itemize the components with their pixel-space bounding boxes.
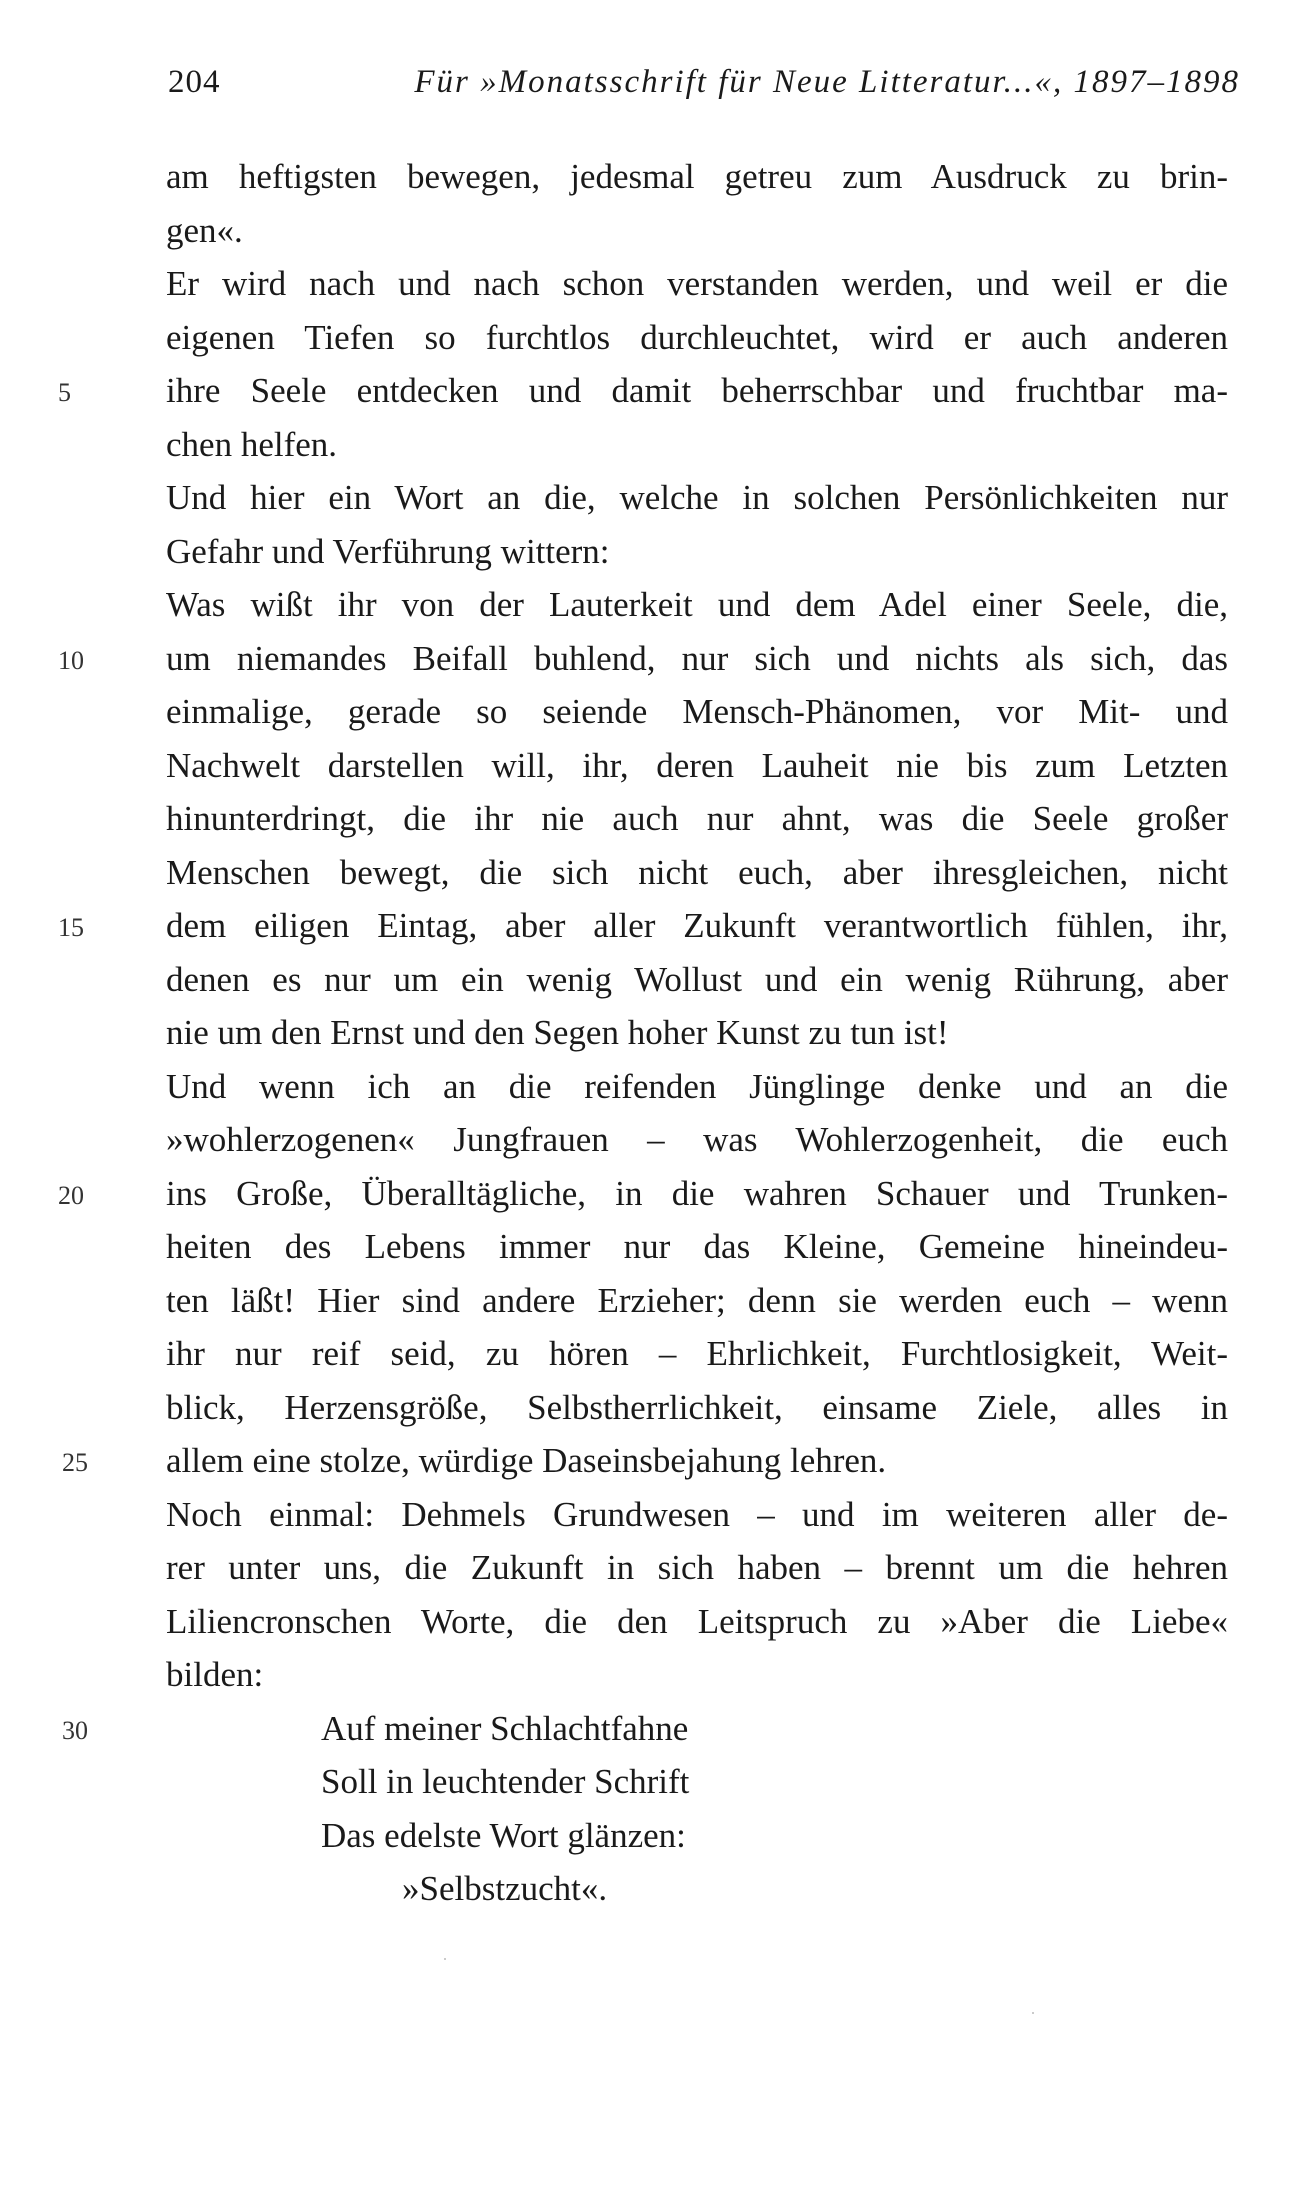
line-text: ihre Seele entdecken und damit beherrschbar und fruchtbar ma- — [166, 371, 1228, 410]
line-text: ihr nur reif seid, zu hören – Ehrlichkeit, Furchtlosigkeit, Weit- — [166, 1334, 1228, 1373]
text-line — [166, 1648, 1228, 1702]
text-line — [166, 1327, 1228, 1381]
line-text: rer unter uns, die Zukunft in sich haben – brennt um die hehren — [166, 1548, 1228, 1587]
text-line — [166, 792, 1228, 846]
verse-line — [166, 1809, 1228, 1863]
text-line — [166, 739, 1228, 793]
line-text: eigenen Tiefen so furchtlos durchleuchtet, wird er auch anderen — [166, 317, 1228, 357]
line-text: Er wird nach und nach schon verstanden werden, und weil er die — [166, 264, 1228, 303]
text-line — [166, 525, 1228, 579]
line-text: hinunterdringt, die ihr nie auch nur ahnt, was die Seele großer — [166, 799, 1228, 838]
line-number: 5 — [58, 378, 71, 407]
line-text: ten läßt! Hier sind andere Erzieher; denn sie werden euch – wenn — [166, 1280, 1228, 1320]
text-line — [166, 257, 1228, 311]
line-text: um niemandes Beifall buhlend, nur sich und nichts als sich, das — [166, 638, 1228, 678]
line-text: gen«. — [166, 210, 243, 250]
line-text: chen helfen. — [166, 424, 338, 464]
verse-line — [166, 1755, 1228, 1809]
line-number: 30 — [62, 1715, 88, 1745]
text-line — [166, 685, 1228, 739]
page-header — [160, 64, 1240, 112]
text-line — [166, 204, 1228, 258]
line-text: Gefahr und Verführung wittern: — [166, 531, 610, 571]
body-text — [58, 150, 1228, 1916]
text-line — [166, 1381, 1228, 1435]
line-text: denen es nur um ein wenig Wollust und ein wenig Rührung, aber — [166, 959, 1228, 999]
line-text: »Selbstzucht«. — [402, 1869, 608, 1908]
text-line — [58, 899, 1228, 953]
line-text: einmalige, gerade so seiende Mensch-Phänomen, vor Mit- und — [166, 692, 1228, 731]
line-text: Menschen bewegt, die sich nicht euch, aber ihresgleichen, nicht — [166, 852, 1228, 892]
line-text: Liliencronschen Worte, die den Leitspruch zu »Aber die Liebe« — [166, 1601, 1228, 1641]
text-line — [166, 1113, 1228, 1167]
line-text: dem eiligen Eintag, aber aller Zukunft verantwortlich fühlen, ihr, — [166, 906, 1228, 945]
text-line — [166, 150, 1228, 204]
text-line — [166, 471, 1228, 525]
line-text: Und hier ein Wort an die, welche in solchen Persönlichkeiten nur — [166, 478, 1228, 517]
line-text: Das edelste Wort glänzen: — [321, 1815, 686, 1855]
line-text: nie um den Ernst und den Segen hoher Kunst zu tun ist! — [166, 1013, 949, 1052]
text-line — [166, 578, 1228, 632]
text-line — [166, 1220, 1228, 1274]
text-line — [166, 1488, 1228, 1542]
text-line — [166, 418, 1228, 472]
text-line — [166, 1595, 1228, 1649]
line-text: Auf meiner Schlachtfahne — [321, 1708, 689, 1748]
line-text: allem eine stolze, würdige Daseinsbejahung lehren. — [166, 1441, 887, 1480]
text-line — [62, 1434, 1228, 1488]
running-title: Für »Monatsschrift für Neue Litteratur...«, 1897–1898 — [414, 64, 1240, 100]
text-line — [166, 311, 1228, 365]
line-text: heiten des Lebens immer nur das Kleine, Gemeine hineindeu- — [166, 1227, 1228, 1266]
line-text: Und wenn ich an die reifenden Jünglinge denke und an die — [166, 1066, 1228, 1106]
text-line — [166, 1006, 1228, 1060]
line-number: 10 — [58, 645, 84, 675]
text-line — [166, 846, 1228, 900]
line-text: Soll in leuchtender Schrift — [321, 1762, 690, 1801]
text-line — [58, 632, 1228, 686]
line-text: Was wißt ihr von der Lauterkeit und dem Adel einer Seele, die, — [166, 585, 1228, 624]
line-text: »wohlerzogenen« Jungfrauen – was Wohlerzogenheit, die euch — [166, 1120, 1228, 1159]
line-number: 20 — [58, 1180, 84, 1210]
text-line — [166, 953, 1228, 1007]
text-line — [58, 364, 1228, 418]
scan-speck — [1032, 2012, 1034, 2014]
line-text: ins Große, Überalltägliche, in die wahren Schauer und Trunken- — [166, 1173, 1228, 1213]
page-number: 204 — [168, 64, 221, 100]
text-line — [166, 1274, 1228, 1328]
line-number: 15 — [58, 913, 84, 942]
line-text: Nachwelt darstellen will, ihr, deren Lauheit nie bis zum Letzten — [166, 745, 1228, 785]
text-line — [166, 1060, 1228, 1114]
line-text: blick, Herzensgröße, Selbstherrlichkeit, einsame Ziele, alles in — [166, 1387, 1228, 1427]
line-text: Noch einmal: Dehmels Grundwesen – und im weiteren aller de- — [166, 1494, 1228, 1534]
text-line — [58, 1167, 1228, 1221]
line-text: am heftigsten bewegen, jedesmal getreu zum Ausdruck zu brin- — [166, 157, 1228, 196]
line-number: 25 — [62, 1448, 88, 1477]
verse-line — [166, 1862, 1228, 1916]
line-text: bilden: — [166, 1655, 264, 1694]
text-line — [166, 1541, 1228, 1595]
scan-speck — [444, 1958, 446, 1960]
verse-line — [62, 1702, 1228, 1756]
